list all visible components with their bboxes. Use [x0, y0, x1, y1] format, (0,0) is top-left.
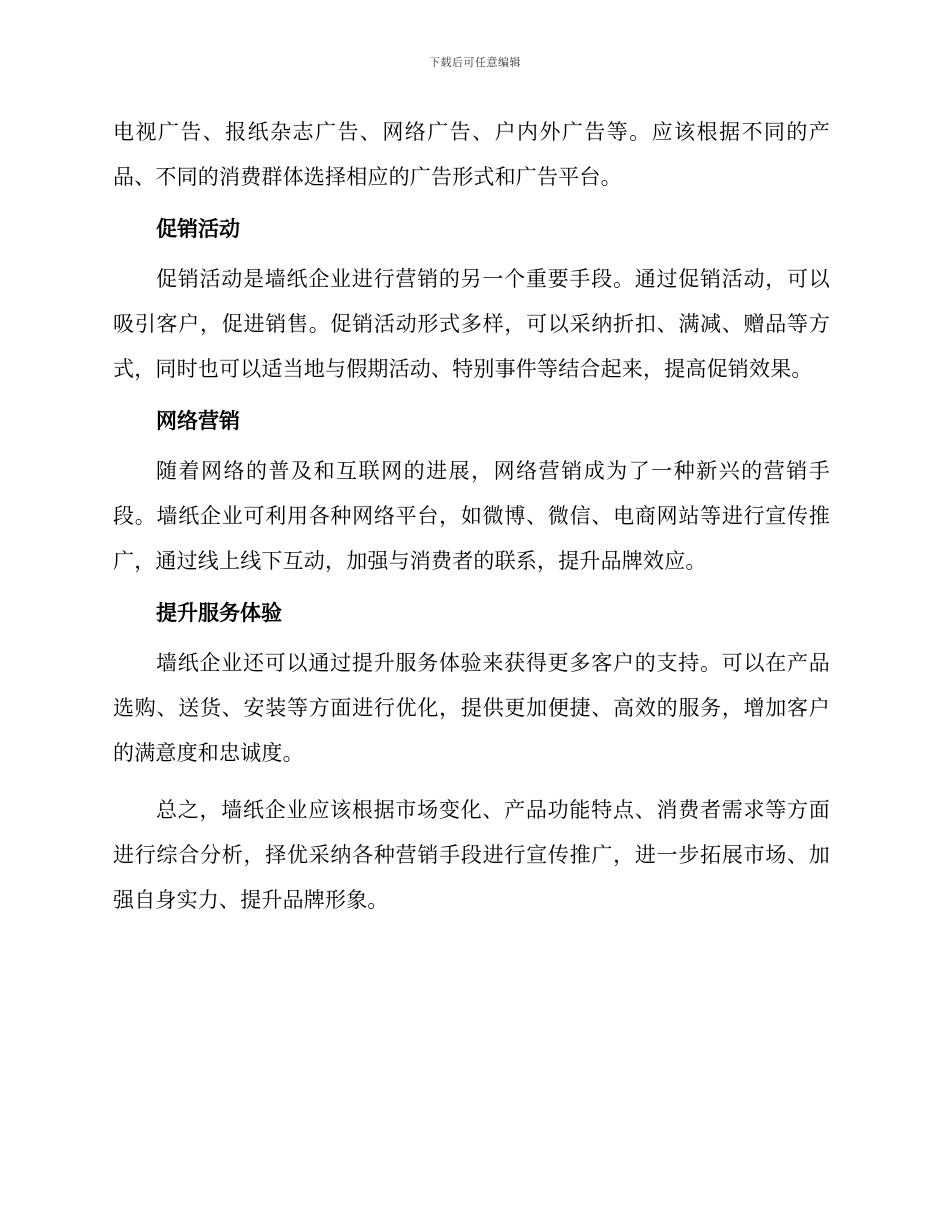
page-header: 下载后可任意编辑	[429, 56, 521, 69]
section-body-online-marketing: 随着网络的普及和互联网的进展，网络营销成为了一种新兴的营销手段。墙纸企业可利用各种网络平台，如微博、微信、电商网站等进行宣传推广，通过线上线下互动，加强与消费者的联系，提升品牌效应。	[113, 459, 830, 573]
section-body-service-experience: 墙纸企业还可以通过提升服务体验来获得更多客户的支持。可以在产品选购、送货、安装等方面进行优化，提供更加便捷、高效的服务，增加客户的满意度和忠诚度。	[113, 651, 830, 765]
conclusion-paragraph: 总之，墙纸企业应该根据市场变化、产品功能特点、消费者需求等方面进行综合分析，择优采纳各种营销手段进行宣传推广，进一步拓展市场、加强自身实力、提升品牌形象。	[113, 798, 830, 912]
section-heading-service-experience: 提升服务体验	[156, 601, 282, 625]
document-body	[113, 110, 830, 923]
intro-paragraph: 电视广告、报纸杂志广告、网络广告、户内外广告等。应该根据不同的产品、不同的消费群体选择相应的广告形式和广告平台。	[113, 120, 830, 189]
section-heading-online-marketing: 网络营销	[156, 409, 240, 433]
section-heading-promotions: 促销活动	[156, 217, 240, 241]
section-body-promotions: 促销活动是墙纸企业进行营销的另一个重要手段。通过促销活动，可以吸引客户，促进销售。促销活动形式多样，可以采纳折扣、满减、赠品等方式，同时也可以适当地与假期活动、特别事件等结合起来，提高促销效果。	[113, 267, 830, 381]
